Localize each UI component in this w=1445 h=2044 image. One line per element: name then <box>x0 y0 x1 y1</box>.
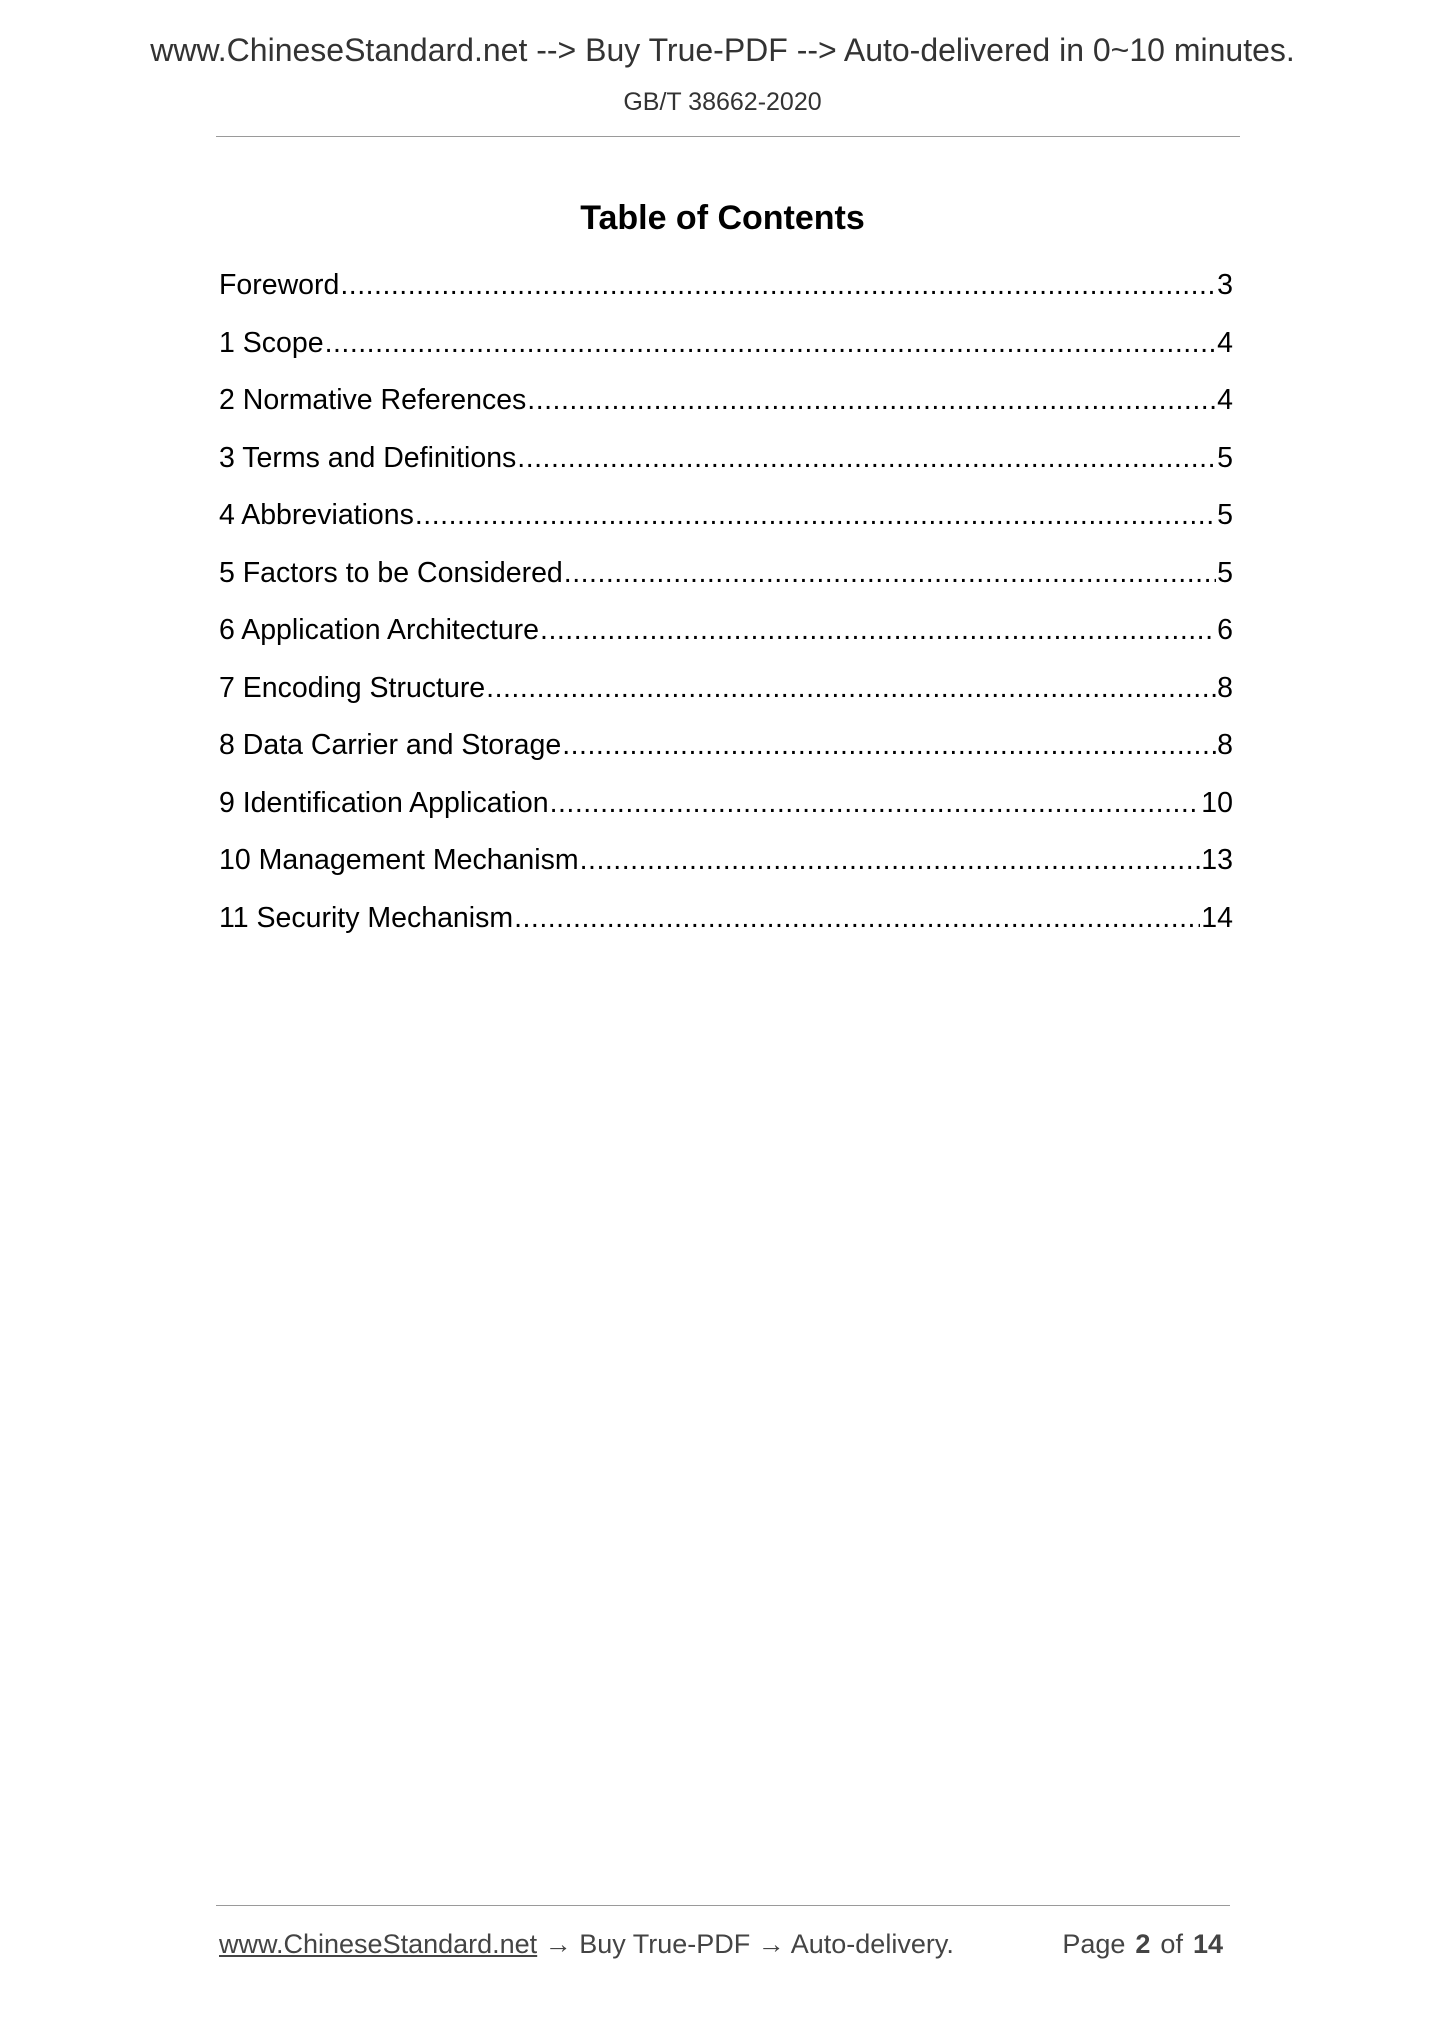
toc-entry-label: 7 Encoding Structure <box>219 671 486 704</box>
toc-entry-normative-references[interactable] <box>219 381 1233 439</box>
toc-title: Table of Contents <box>580 199 865 237</box>
toc-entry-label: 10 Management Mechanism <box>219 844 579 876</box>
toc-entry-page: 10 <box>1201 786 1233 819</box>
toc-entry-encoding-structure[interactable] <box>219 669 1233 727</box>
toc-entry-label: 1 Scope <box>219 326 324 359</box>
toc-dot-leader <box>415 496 1216 534</box>
toc-entry-application-architecture[interactable] <box>219 611 1233 669</box>
toc-dot-leader <box>486 669 1216 707</box>
standard-code: GB/T 38662-2020 <box>623 88 822 116</box>
page-indicator <box>1062 1926 1223 1962</box>
toc-entry-page: 8 <box>1217 671 1233 704</box>
toc-entry-label: 3 Terms and Definitions <box>219 441 517 474</box>
toc-entry-label: 5 Factors to be Considered <box>219 556 563 589</box>
toc-dot-leader <box>325 324 1217 362</box>
of-word: of <box>1160 1929 1183 1959</box>
toc-entry-label: Foreword <box>219 269 340 301</box>
header-banner: www.ChineseStandard.net --> Buy True-PDF --> Auto-delivered in 0~10 minutes. <box>150 32 1295 68</box>
toc-entry-scope[interactable] <box>219 324 1233 382</box>
toc-entry-label: 11 Security Mechanism <box>219 901 514 934</box>
toc-entry-page: 14 <box>1201 901 1233 934</box>
toc-entry-foreword[interactable] <box>219 266 1233 324</box>
toc-entry-security-mechanism[interactable] <box>219 899 1233 957</box>
header-divider <box>216 136 1240 137</box>
toc-dot-leader <box>527 381 1216 419</box>
toc-dot-leader <box>580 841 1201 879</box>
toc-entry-label: 2 Normative References <box>219 384 527 416</box>
toc-entry-label: 6 Application Architecture <box>219 614 540 646</box>
toc-entry-page: 3 <box>1217 269 1233 301</box>
toc-entry-page: 5 <box>1217 441 1233 474</box>
toc-entry-abbreviations[interactable] <box>219 496 1233 554</box>
toc-entry-factors[interactable] <box>219 554 1233 612</box>
toc-list <box>219 266 1233 956</box>
page-current: 2 <box>1135 1929 1151 1959</box>
toc-dot-leader <box>540 611 1216 649</box>
toc-entry-label: 8 Data Carrier and Storage <box>219 729 562 761</box>
page-footer <box>219 1926 1223 1962</box>
toc-entry-page: 8 <box>1217 729 1233 761</box>
footer-tagline: → Buy True-PDF → Auto-delivery. <box>544 1929 954 1959</box>
page-total: 14 <box>1192 1929 1223 1959</box>
toc-entry-page: 5 <box>1217 499 1233 531</box>
toc-entry-management-mechanism[interactable] <box>219 841 1233 899</box>
footer-divider <box>216 1905 1230 1906</box>
toc-entry-page: 6 <box>1217 614 1233 646</box>
toc-dot-leader <box>517 439 1216 477</box>
toc-entry-page: 4 <box>1217 326 1233 359</box>
toc-entry-label: 4 Abbreviations <box>219 499 414 531</box>
toc-dot-leader <box>564 554 1216 592</box>
toc-entry-identification-application[interactable] <box>219 784 1233 842</box>
toc-entry-page: 5 <box>1217 556 1233 589</box>
page-word: Page <box>1062 1929 1126 1959</box>
toc-entry-data-carrier[interactable] <box>219 726 1233 784</box>
toc-dot-leader <box>340 266 1216 304</box>
toc-entry-label: 9 Identification Application <box>219 786 549 819</box>
toc-entry-page: 13 <box>1201 844 1233 876</box>
toc-entry-terms-and-definitions[interactable] <box>219 439 1233 497</box>
footer-website-link[interactable]: www.ChineseStandard.net <box>219 1929 538 1959</box>
toc-dot-leader <box>562 726 1216 764</box>
toc-entry-page: 4 <box>1217 384 1233 416</box>
toc-dot-leader <box>550 784 1201 822</box>
toc-dot-leader <box>514 899 1200 937</box>
